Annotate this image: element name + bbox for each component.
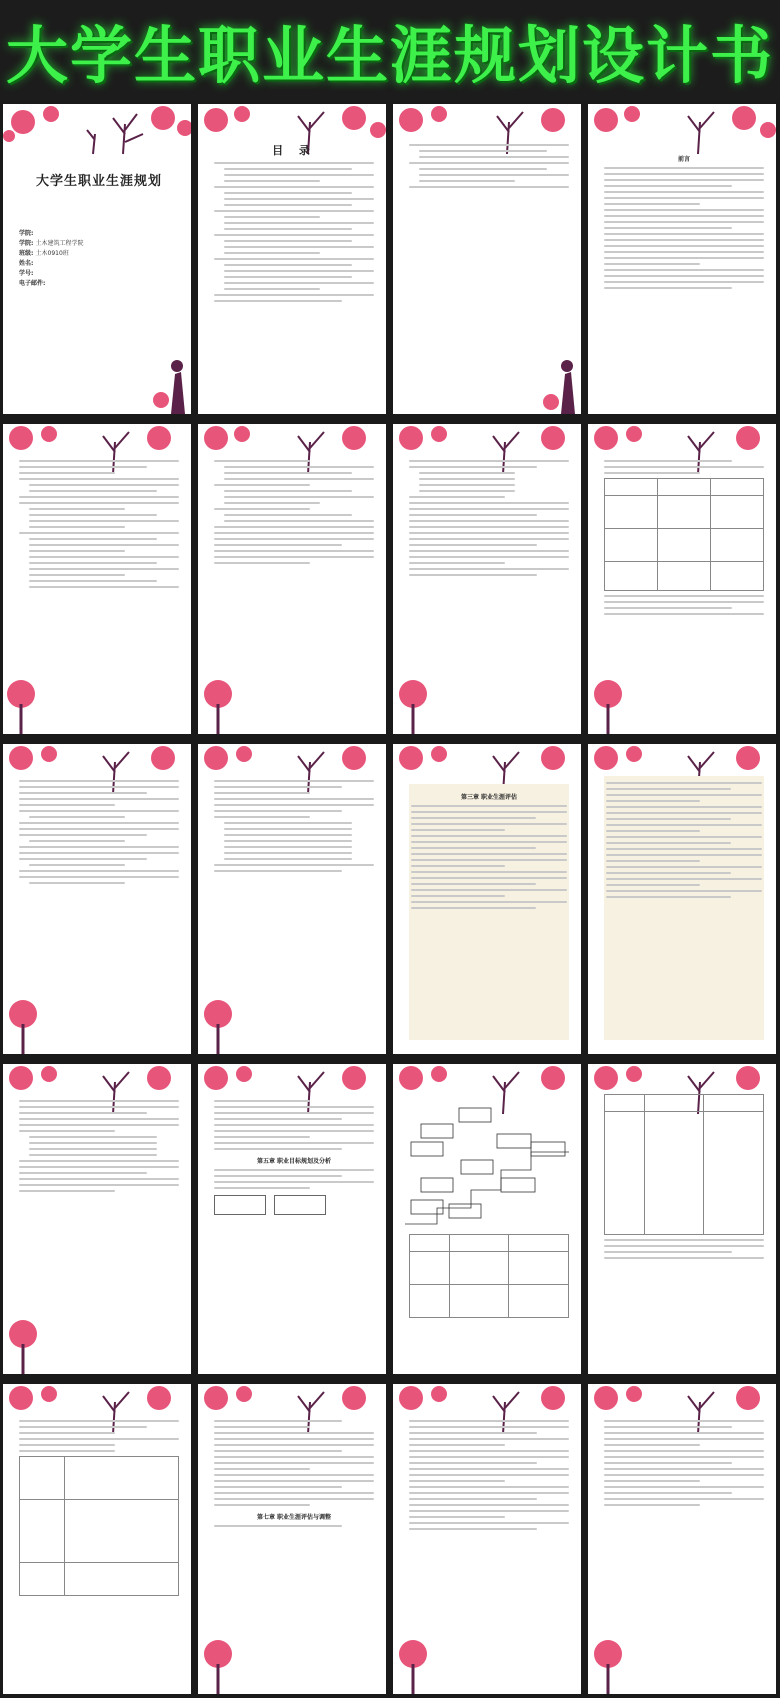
page-chapter-2 — [393, 424, 581, 734]
blossom-tree-decoration — [3, 104, 191, 156]
field-label: 姓名: — [19, 260, 34, 267]
page-chapter-4b — [3, 1064, 191, 1374]
page-chapter-1b — [198, 424, 386, 734]
blossom-tree-decoration — [198, 1624, 258, 1694]
goal-box — [274, 1195, 326, 1215]
page-chapter-5-table — [588, 1064, 776, 1374]
goal-staircase-diagram — [401, 1104, 573, 1234]
page-chapter-3 — [393, 744, 581, 1054]
field-label: 学号: — [19, 270, 34, 277]
banner — [0, 0, 780, 100]
page-toc — [198, 104, 386, 414]
page-chapter-7 — [393, 1384, 581, 1694]
page-chapter-2d — [198, 744, 386, 1054]
blossom-tree-decoration — [3, 984, 63, 1054]
figure-decoration — [131, 344, 191, 414]
banner-title: 大学生职业生涯规划设计书 — [5, 18, 774, 92]
blossom-tree-decoration — [588, 664, 648, 734]
cover-fields — [19, 229, 179, 289]
plan-table — [409, 1234, 569, 1318]
field-label: 学院: — [19, 240, 34, 247]
chapter-3-title: 第三章 职业生涯评估 — [460, 794, 518, 801]
page-chapter-1 — [3, 424, 191, 734]
page-toc-continued — [393, 104, 581, 414]
field-value: 土木建筑工程学院 — [35, 240, 84, 247]
blossom-tree-decoration — [198, 664, 258, 734]
field-value: 土木0910班 — [35, 250, 69, 257]
page-chapter-2c — [3, 744, 191, 1054]
page-chapter-6b — [198, 1384, 386, 1694]
page-cover — [3, 104, 191, 414]
field-label: 电子邮件: — [19, 280, 46, 287]
page-chapter-5-diagram — [393, 1064, 581, 1374]
chapter-5-title: 第五章 职业目标规划及分析 — [256, 1158, 332, 1165]
page-chapter-6 — [3, 1384, 191, 1694]
blossom-tree-decoration — [393, 1624, 453, 1694]
preface-title: 前言 — [677, 156, 690, 163]
goal-box — [214, 1195, 266, 1215]
page-preface — [588, 104, 776, 414]
field-label: 班级: — [19, 250, 34, 257]
page-chapter-2-table — [588, 424, 776, 734]
figure-decoration — [521, 344, 581, 414]
blossom-tree-decoration — [3, 1304, 63, 1374]
blossom-tree-decoration — [393, 664, 453, 734]
page-chapter-4 — [588, 744, 776, 1054]
plan-table — [604, 1094, 764, 1235]
cover-title: 大学生职业生涯规划 — [35, 174, 162, 189]
blossom-tree-decoration — [3, 664, 63, 734]
schedule-table — [19, 1456, 179, 1596]
field-label: 学院: — [19, 230, 34, 237]
toc-title: 目 录 — [272, 144, 316, 157]
blossom-tree-decoration — [588, 1624, 648, 1694]
page-grid — [3, 104, 777, 1694]
data-table — [604, 478, 764, 591]
page-conclusion — [588, 1384, 776, 1694]
page-chapter-5 — [198, 1064, 386, 1374]
blossom-tree-decoration — [198, 984, 258, 1054]
chapter-7-title: 第七章 职业生涯评估与调整 — [256, 1514, 332, 1521]
